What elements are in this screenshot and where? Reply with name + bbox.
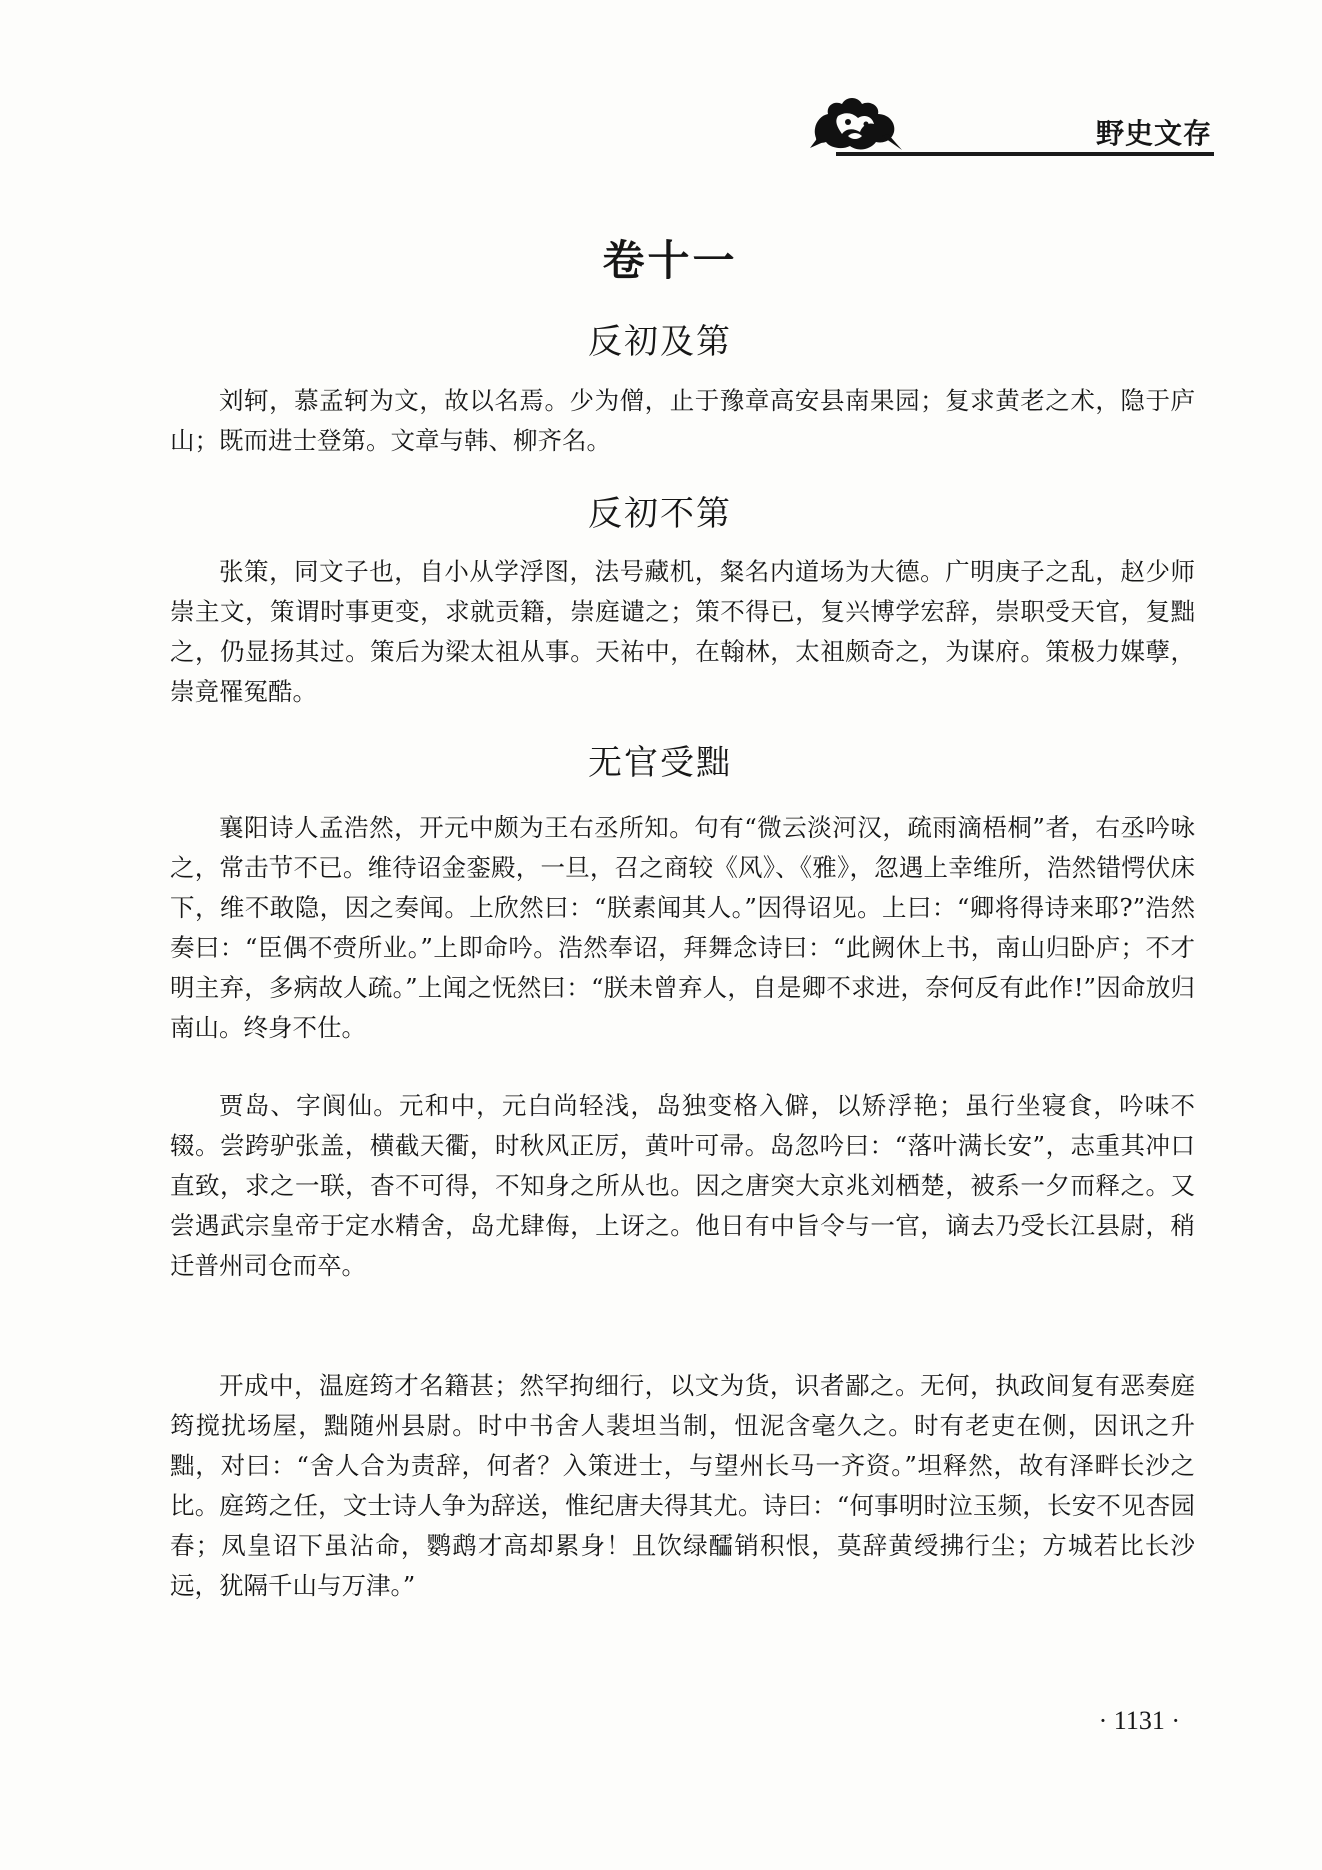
page-number: · 1131 · [1098,1706,1180,1735]
paragraph: 开成中，温庭筠才名籍甚；然罕拘细行，以文为货，识者鄙之。无何，执政间复有恶奏庭筠搅扰场屋，黜随州县尉。时中书舍人裴坦当制，忸泥含毫久之。时有老吏在侧，因讯之升黜，对曰：“舍人合为责辞，何者？入策进士，与望州长马一齐资。”坦释然，故有泽畔长沙之比。庭筠之任，文士诗人争为辞送，惟纪唐夫得其尤。诗曰：“何事明时泣玉频，长安不见杏园春；凤皇诏下虽沾命，鹦鹉才高却累身！且饮绿醽销积恨，莫辞黄绶拂行尘；方城若比长沙远，犹隔千山与万津。” [170,1371,1195,1600]
paragraph: 襄阳诗人孟浩然，开元中颇为王右丞所知。句有“微云淡河汉，疏雨滴梧桐”者，右丞吟咏之，常击节不已。维待诏金銮殿，一旦，召之商较《风》、《雅》，忽遇上幸维所，浩然错愕伏床下，维不敢隐，因之奏闻。上欣然曰：“朕素闻其人。”因得诏见。上曰：“卿将得诗来耶?”浩然奏曰：“臣偶不赍所业。”上即命吟。浩然奉诏，拜舞念诗曰：“此阙休上书，南山归卧庐；不才明主弃，多病故人疏。”上闻之怃然曰：“朕未曾弃人，自是卿不求进，奈何反有此作!”因命放归南山。终身不仕。 [170,813,1195,1042]
section-heading: 无官受黜 [588,743,732,783]
header-rule [836,152,1214,156]
running-header-title: 野史文存 [1096,117,1213,150]
paragraph: 张策，同文子也，自小从学浮图，法号藏机，粲名内道场为大德。广明庚子之乱，赵少师崇主文，策谓时事更变，求就贡籍，崇庭谴之；策不得已，复兴博学宏辞，崇职受天官，复黜之，仍显扬其过。策后为梁太祖从事。天祐中，在翰林，太祖颇奇之，为谋府。策极力媒孽，崇竟罹冤酷。 [170,557,1195,706]
section-heading: 反初不第 [588,494,732,534]
dragon-emblem-icon [808,92,904,154]
paragraph: 刘轲，慕孟轲为文，故以名焉。少为僧，止于豫章高安县南果园；复求黄老之术，隐于庐山；既而进士登第。文章与韩、柳齐名。 [170,386,1195,455]
volume-title: 卷十一 [602,236,738,285]
paragraph: 贾岛、字阆仙。元和中，元白尚轻浅，岛独变格入僻，以矫浮艳；虽行坐寝食，吟味不辍。尝跨驴张盖，横截天衢，时秋风正厉，黄叶可帚。岛忽吟曰：“落叶满长安”，志重其冲口直致，求之一联，杳不可得，不知身之所从也。因之唐突大京兆刘栖楚，被系一夕而释之。又尝遇武宗皇帝于定水精舍，岛尤肆侮，上讶之。他日有中旨令与一官，谪去乃受长江县尉，稍迁普州司仓而卒。 [170,1091,1195,1280]
section-heading: 反初及第 [588,322,732,362]
